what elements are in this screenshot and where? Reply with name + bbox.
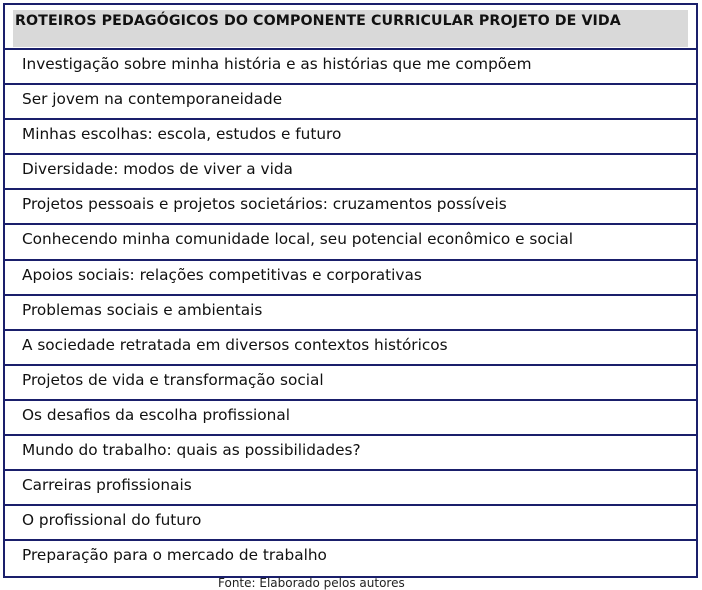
table-row: Diversidade: modos de viver a vida bbox=[5, 155, 696, 190]
table-row: Mundo do trabalho: quais as possibilidades? bbox=[5, 436, 696, 471]
table-row: Conhecendo minha comunidade local, seu potencial econômico e social bbox=[5, 225, 696, 260]
table-row: Os desafios da escolha profissional bbox=[5, 401, 696, 436]
table-source-caption: Fonte: Elaborado pelos autores bbox=[218, 576, 405, 590]
table-row: O profissional do futuro bbox=[5, 506, 696, 541]
table-row: Investigação sobre minha história e as histórias que me compõem bbox=[5, 50, 696, 85]
table-row: Projetos pessoais e projetos societários: cruzamentos possíveis bbox=[5, 190, 696, 225]
table-header-title: ROTEIROS PEDAGÓGICOS DO COMPONENTE CURRICULAR PROJETO DE VIDA bbox=[13, 10, 688, 47]
roteiros-table bbox=[3, 3, 698, 578]
table-row: A sociedade retratada em diversos contextos históricos bbox=[5, 331, 696, 366]
table-row: Carreiras profissionais bbox=[5, 471, 696, 506]
table-row: Projetos de vida e transformação social bbox=[5, 366, 696, 401]
table-row: Preparação para o mercado de trabalho bbox=[22, 546, 327, 565]
table-row: Problemas sociais e ambientais bbox=[5, 296, 696, 331]
table-row: Minhas escolhas: escola, estudos e futuro bbox=[5, 120, 696, 155]
table-row: Ser jovem na contemporaneidade bbox=[5, 85, 696, 120]
table-row: Apoios sociais: relações competitivas e corporativas bbox=[5, 261, 696, 296]
table-header bbox=[5, 5, 696, 50]
